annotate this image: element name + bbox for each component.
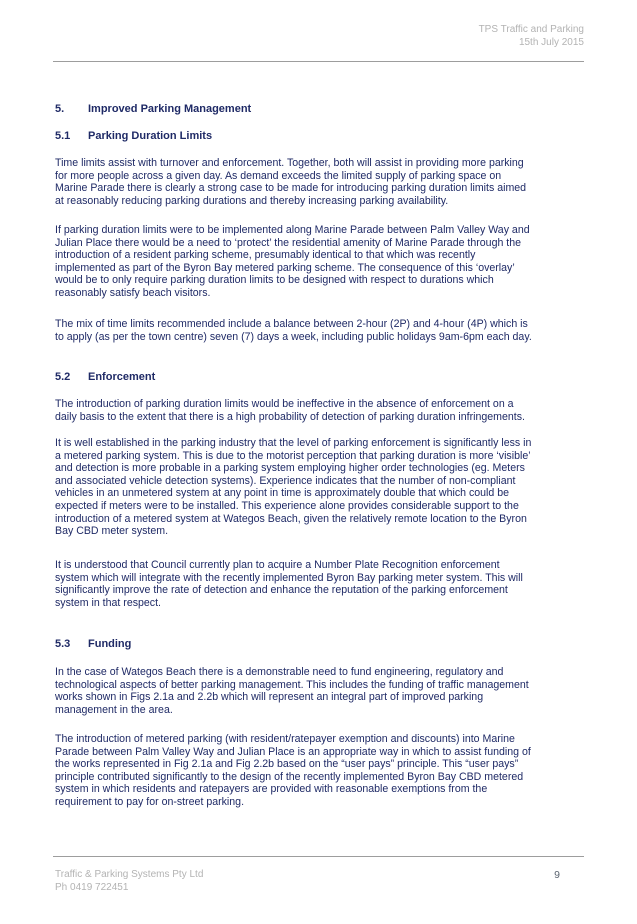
- text-line: The mix of time limits recommended include a balance between 2-hour (2P) and 4-hour (4P) which is: [55, 318, 528, 330]
- text-line: would be to only require parking duration limits to be designed with respect to durations which: [55, 274, 494, 287]
- section-heading-5-3: 5.3 Funding: [55, 638, 132, 650]
- text-line: significantly improve the rate of detection and enhance the reputation of the parking enforcement: [55, 584, 508, 597]
- text-line: implemented as part of the Byron Bay metered parking scheme. The consequence of this ‘overlay’: [55, 261, 515, 274]
- text-line: Julian Place there would be a need to ‘protect’ the residential amenity of Marine Parade through the: [55, 236, 522, 249]
- text-line: The introduction of metered parking (with resident/ratepayer exemption and discounts) into Marine: [55, 733, 515, 745]
- paragraph: [55, 318, 585, 343]
- text-line: daily basis to the extent that there is a high probability of detection of parking duration infringements.: [55, 410, 525, 423]
- section-heading-5-1: 5.1 Parking Duration Limits: [55, 130, 213, 142]
- text-line: expected if meters were to be installed. This experience alone provides considerable support to the: [55, 499, 519, 512]
- text-line: principle contributed significantly to the design of the recently implemented Byron Bay CBD metered: [55, 770, 524, 783]
- footer-company: Traffic & Parking Systems Pty Ltd: [55, 869, 204, 880]
- footer-phone: Ph 0419 722451: [55, 881, 129, 893]
- text-line: Time limits assist with turnover and enforcement. Together, both will assist in providing more parking: [55, 157, 524, 169]
- page-footer: [55, 869, 203, 894]
- text-line: vehicles in an unmetered system at any point in time is approximately double that which could be: [55, 487, 510, 500]
- paragraph: [55, 559, 585, 609]
- text-line: Parade between Palm Valley Way and Julian Place is an appropriate way in which to assist funding of: [55, 745, 531, 758]
- section-heading-5-2: 5.2 Enforcement: [55, 371, 156, 383]
- text-line: Marine Parade there is clearly a strong case to be made for introducing parking duration limits aimed: [55, 182, 527, 195]
- paragraph: [55, 398, 585, 423]
- text-line: management in the area.: [55, 703, 173, 716]
- text-line: reasonably satisfy beach visitors.: [55, 286, 211, 299]
- text-line: It is understood that Council currently plan to acquire a Number Plate Recognition enforcement: [55, 559, 500, 571]
- page-number: 9: [554, 869, 560, 881]
- paragraph: [55, 224, 585, 300]
- text-line: a metered parking system. This is due to the motorist perception that parking duration is more ‘visible’: [55, 449, 531, 462]
- text-line: technological aspects of better parking management. This includes the funding of traffic management: [55, 678, 529, 691]
- text-line: for more people across a given day. As demand exceeds the limited supply of parking space on: [55, 169, 502, 182]
- text-line: system in which residents and ratepayers are provided with reasonable exemptions from the: [55, 783, 488, 796]
- text-line: system in that respect.: [55, 596, 161, 609]
- text-line: If parking duration limits were to be implemented along Marine Parade between Palm Valley Way and: [55, 224, 530, 236]
- header-rule: [53, 61, 584, 62]
- text-line: to apply (as per the town centre) seven (7) days a week, including public holidays 9am-6pm each day.: [55, 330, 532, 343]
- paragraph: [55, 733, 585, 809]
- footer-rule: [53, 856, 584, 857]
- page-header: [479, 24, 584, 49]
- paragraph: [55, 157, 585, 207]
- text-line: Bay CBD meter system.: [55, 525, 169, 538]
- text-line: The introduction of parking duration limits would be ineffective in the absence of enforcement on a: [55, 398, 514, 410]
- text-line: It is well established in the parking industry that the level of parking enforcement is significantly less in: [55, 437, 532, 449]
- text-line: and associated vehicle detection systems). Experience indicates that the number of non-compliant: [55, 474, 516, 487]
- text-line: In the case of Wategos Beach there is a demonstrable need to fund engineering, regulatory and: [55, 666, 504, 678]
- text-line: works shown in Figs 2.1a and 2.2b which will represent an integral part of improved parking: [55, 691, 484, 704]
- header-title: TPS Traffic and Parking: [478, 24, 584, 35]
- text-line: the works represented in Fig 2.1a and Fig 2.2b based on the “user pays” principle. This “user pays”: [55, 758, 519, 771]
- text-line: introduction of a metered system at Wategos Beach, given the relatively remote location to the Byron: [55, 512, 527, 525]
- text-line: system which will integrate with the recently implemented Byron Bay parking meter system. This will: [55, 571, 523, 584]
- paragraph: [55, 437, 585, 538]
- text-line: introduction of a resident parking scheme, presumably identical to that which was recently: [55, 249, 476, 262]
- text-line: and detection is more probable in a parking system employing higher order technologies (eg. Meters: [55, 462, 525, 475]
- header-date: 15th July 2015: [518, 36, 584, 48]
- text-line: requirement to pay for on-street parking.: [55, 795, 245, 808]
- section-heading-5: 5. Improved Parking Management: [55, 103, 252, 115]
- paragraph: [55, 666, 585, 716]
- text-line: at reasonably reducing parking durations and thereby increasing parking availability.: [55, 194, 449, 207]
